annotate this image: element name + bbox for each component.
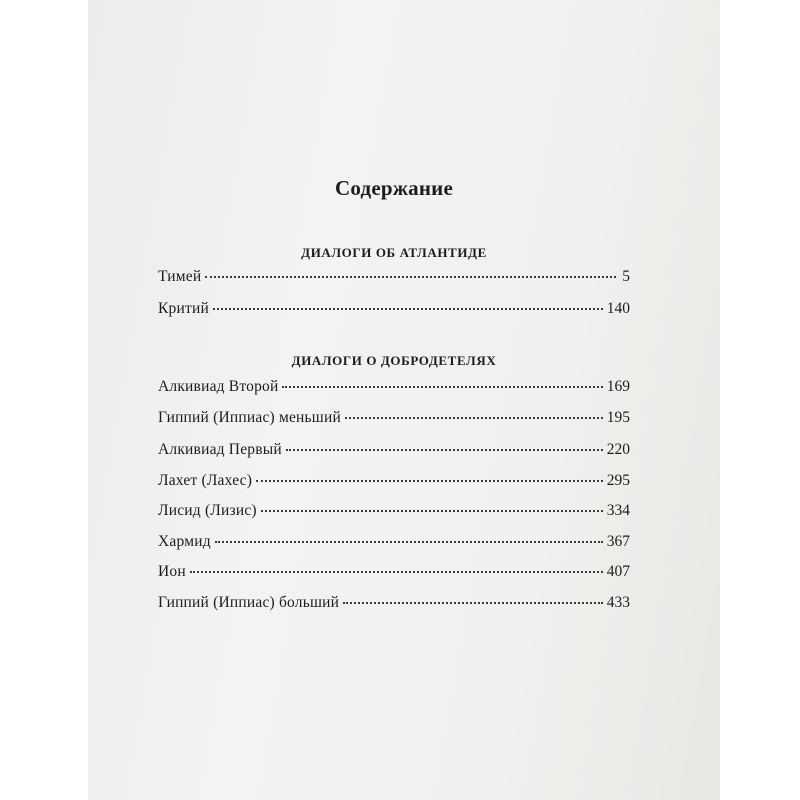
dot-leader	[282, 385, 602, 388]
entry-title: Алкивиад Первый	[158, 441, 282, 458]
toc-entry	[158, 563, 630, 587]
section-heading-atlantis: ДИАЛОГИ ОБ АТЛАНТИДЕ	[301, 245, 487, 260]
dot-leader	[205, 275, 616, 278]
entry-title: Ион	[158, 563, 186, 580]
entry-title: Гиппий (Иппиас) больший	[158, 594, 340, 611]
entry-title: Тимей	[158, 268, 202, 285]
entry-page-number: 169	[606, 378, 630, 395]
entry-page-number: 334	[606, 502, 630, 519]
book-page	[88, 0, 720, 800]
entry-page-number: 5	[622, 268, 630, 285]
toc-entry	[158, 378, 630, 402]
toc-entry	[158, 441, 630, 465]
entry-page-number: 140	[606, 300, 630, 317]
entry-page-number: 295	[606, 472, 630, 489]
dot-leader	[256, 479, 603, 482]
dot-leader	[215, 540, 603, 543]
entry-title: Гиппий (Иппиас) меньший	[158, 409, 341, 426]
dot-leader	[213, 307, 603, 310]
toc-entry	[158, 472, 630, 496]
dot-leader	[190, 570, 603, 573]
toc-entry	[158, 594, 630, 618]
entry-title: Лисид (Лизис)	[158, 502, 257, 519]
toc-entry	[158, 300, 630, 324]
toc-entry	[158, 502, 630, 526]
entry-page-number: 195	[606, 409, 630, 426]
entry-page-number: 220	[606, 441, 630, 458]
section-heading-virtues: ДИАЛОГИ О ДОБРОДЕТЕЛЯХ	[291, 353, 497, 368]
page-title: Содержание	[335, 176, 453, 200]
toc-entry	[158, 409, 630, 433]
entry-page-number: 367	[606, 533, 630, 550]
entry-title: Алкивиад Второй	[158, 378, 279, 395]
toc-entry	[158, 533, 630, 557]
toc-entry	[158, 268, 630, 292]
entry-title: Лахет (Лахес)	[158, 472, 253, 489]
dot-leader	[343, 601, 603, 604]
entry-page-number: 407	[606, 563, 630, 580]
dot-leader	[286, 448, 603, 451]
entry-title: Критий	[158, 300, 209, 317]
dot-leader	[261, 509, 603, 512]
entry-page-number: 433	[606, 594, 630, 611]
entry-title: Хармид	[158, 533, 211, 550]
dot-leader	[345, 416, 603, 419]
